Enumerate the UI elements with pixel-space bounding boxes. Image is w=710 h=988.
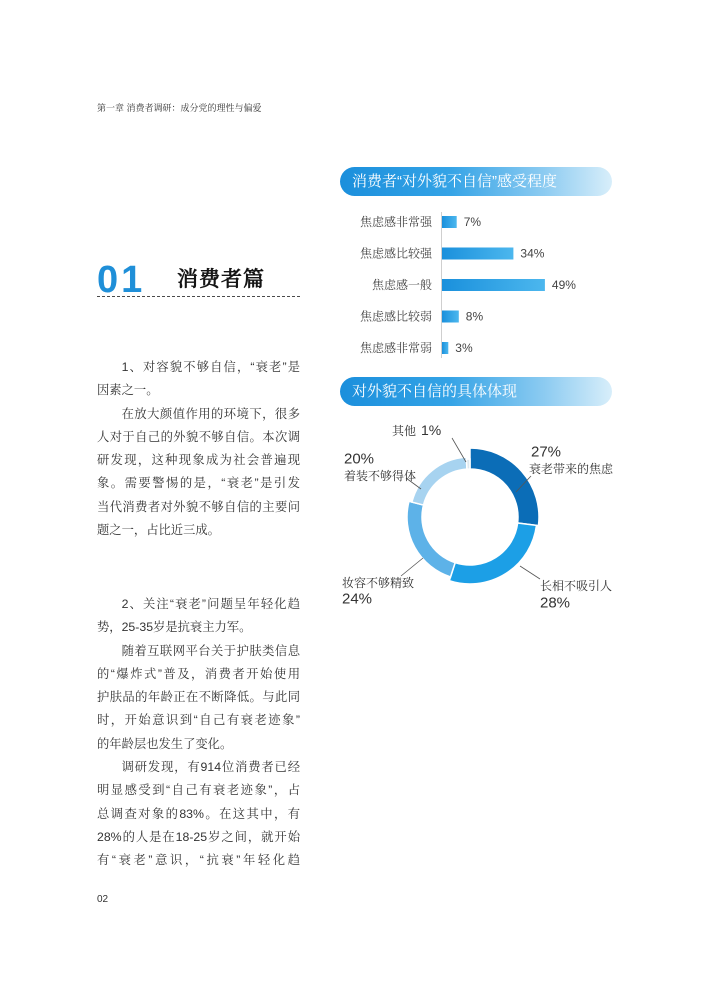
donut-category-label: 妆容不够精致	[342, 576, 415, 590]
bar-chart-title-banner	[340, 167, 612, 196]
donut-slice	[470, 448, 539, 526]
bar-value-label: 8%	[465, 309, 484, 324]
text-line: 象。需要警惕的是，“衰老”是引发	[97, 476, 300, 491]
text-line: 题之一，占比近三成。	[97, 523, 220, 538]
text-line: 2、关注“衰老”问题呈年轻化趋	[121, 597, 300, 611]
bar-category-label: 焦虑感非常强	[359, 215, 432, 229]
text-line: 人对于自己的外貌不够自信。本次调	[97, 429, 300, 444]
text-line: 有“衰老”意识，“抗衰”年轻化趋	[97, 853, 300, 868]
donut-leader-line	[520, 566, 540, 579]
bar-chart	[340, 205, 612, 365]
donut-value-label: 27%	[531, 443, 562, 461]
donut-leader-line	[401, 558, 423, 576]
donut-category-label: 衰老带来的焦虑	[529, 462, 614, 476]
bar-category-label: 焦虑感非常弱	[359, 341, 432, 355]
bar	[442, 216, 457, 228]
body-section-2	[97, 593, 300, 873]
text-line: 研发现，这种现象成为社会普遍现	[97, 453, 300, 468]
paragraph	[97, 756, 300, 872]
donut-chart	[330, 412, 630, 617]
bar	[442, 342, 448, 354]
text-line: 的年龄层也发生了变化。	[97, 736, 233, 751]
page-number: 02	[97, 894, 109, 905]
text-line: 在放大颜值作用的环境下，很多	[121, 406, 300, 421]
text-line: 总调查对象的83%。在这其中，有	[97, 806, 300, 821]
donut-category-label: 着装不够得体	[344, 469, 417, 483]
text-line: 势，25-35岁是抗衰主力军。	[97, 620, 252, 635]
paragraph	[97, 403, 300, 543]
text-line: 调研发现，有914位消费者已经	[121, 760, 300, 775]
donut-slice	[449, 523, 536, 584]
text-line: 1、对容貌不够自信，“衰老”是	[121, 360, 300, 374]
donut-value-label: 24%	[342, 590, 373, 608]
donut-slice	[466, 459, 470, 469]
bar-value-label: 7%	[463, 215, 482, 229]
section-title: 消费者篇	[177, 268, 265, 291]
bar-category-label: 焦虑感比较弱	[359, 309, 432, 324]
bar-value-label: 49%	[551, 278, 576, 292]
donut-value-label: 1%	[421, 422, 442, 438]
text-line: 当代消费者对外貌不够自信的主要问	[97, 499, 300, 514]
section-dashed-rule	[97, 296, 300, 297]
donut-value-label: 28%	[540, 594, 571, 612]
donut-category-label: 其他	[392, 424, 417, 438]
bar-chart-title: 消费者“对外貌不自信”感受程度	[352, 173, 557, 190]
text-line: 28%的人是在18-25岁之间，就开始	[97, 829, 300, 844]
text-line: 随着互联网平台关于护肤类信息	[121, 643, 300, 658]
text-line: 因素之一。	[97, 383, 159, 398]
bar-category-label: 焦虑感一般	[371, 278, 432, 292]
bar	[442, 248, 513, 260]
paragraph	[97, 640, 300, 756]
text-line: 护肤品的年龄正在不断降低。与此同	[97, 690, 300, 705]
donut-category-label: 长相不吸引人	[540, 579, 613, 593]
donut-slice	[412, 457, 467, 505]
text-line: 的“爆炸式”普及，消费者开始使用	[97, 666, 300, 681]
paragraph	[97, 356, 300, 403]
bar-value-label: 3%	[455, 341, 473, 355]
running-title: 第一章 消费者调研：成分党的理性与偏爱	[97, 103, 262, 113]
donut-chart-title: 对外貌不自信的具体体现	[352, 383, 518, 400]
bar-value-label: 34%	[520, 246, 545, 261]
donut-value-label: 20%	[344, 450, 375, 468]
body-section-1	[97, 356, 300, 542]
section-number: 01	[97, 259, 146, 301]
bar	[442, 279, 545, 291]
paragraph	[97, 593, 300, 640]
donut-chart-title-banner	[340, 377, 612, 406]
text-line: 时，开始意识到“自己有衰老迹象”	[97, 713, 300, 728]
bar-category-label: 焦虑感比较强	[359, 246, 432, 261]
bar	[442, 311, 459, 323]
text-line: 明显感受到“自己有衰老迹象”，占	[97, 783, 300, 798]
